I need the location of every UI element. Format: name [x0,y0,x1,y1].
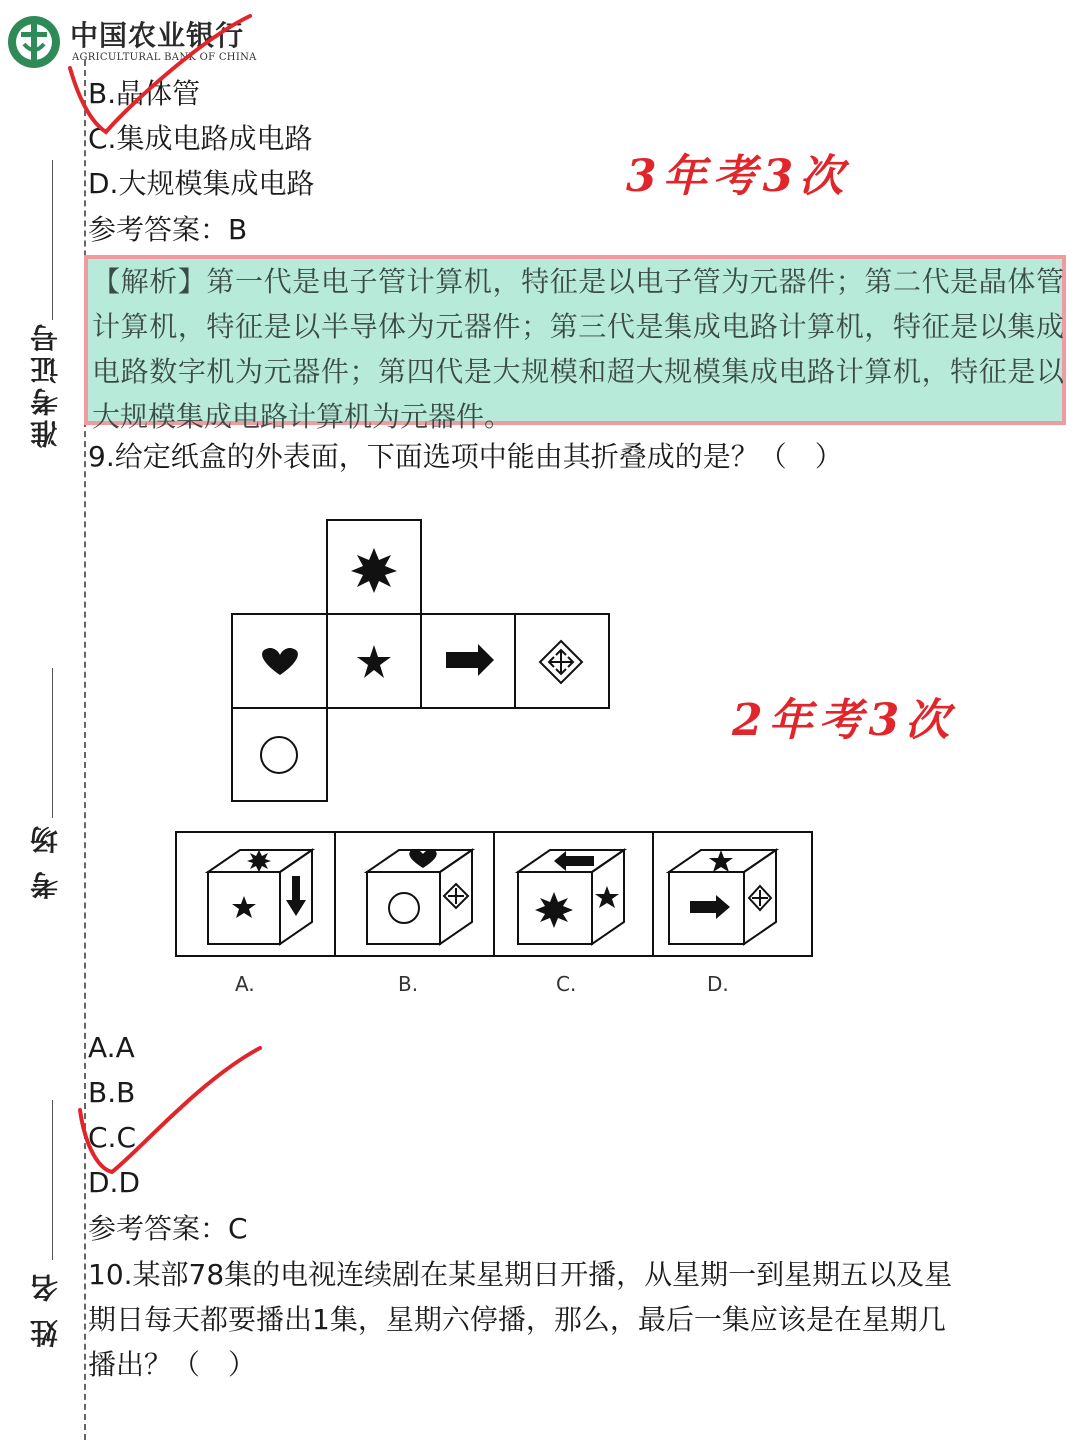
logo-chinese-name: 中国农业银行 [70,19,245,52]
margin-rule-id [52,160,53,320]
q8-option-b: B.晶体管 [88,77,201,110]
margin-rule-site [52,668,53,818]
q9-question: 9.给定纸盒的外表面，下面选项中能由其折叠成的是？（ ） [88,440,843,473]
q9-answer: 参考答案：C [88,1212,248,1245]
bank-logo [4,8,284,68]
circle-icon [261,737,297,773]
q9-option-b: B.B [88,1076,136,1109]
handwritten-note-1: 3年考3次 [626,151,850,202]
q8-option-d: D.大规模集成电路 [88,167,315,200]
q8-analysis-highlight [84,255,1066,433]
net-face-diamond [515,614,609,708]
net-face-arrow [421,614,515,708]
caption-c: C. [556,972,577,996]
q8-answer: 参考答案：B [88,213,248,246]
caption-a: A. [235,972,255,996]
net-face-heart [232,614,327,708]
margin-label-exam-id: 准考证号 [29,320,62,448]
margin-label-exam-site: 考 场 [29,822,62,900]
caption-d: D. [707,972,729,996]
net-face-circle [232,708,327,801]
option-a-cube [208,850,312,944]
caption-b: B. [398,972,419,996]
net-face-star [327,614,421,708]
q9-option-a: A.A [88,1031,135,1064]
margin-label-name: 姓 名 [29,1270,62,1348]
four-arrows-icon [540,641,582,683]
burst-icon [351,548,397,593]
options-frame [176,832,812,956]
net-face-top [327,520,421,614]
q10-line-3: 播出？（ ） [88,1348,257,1381]
margin-rule-name [52,1100,53,1260]
logo-english-name: AGRICULTURAL BANK OF CHINA [72,52,257,63]
abc-emblem-icon [4,12,64,72]
q10-line-2: 期日每天都要播出1集，星期六停播，那么，最后一集应该是在星期几 [88,1303,946,1336]
option-c-cube [518,850,624,944]
q10-line-1: 10.某部78集的电视连续剧在某星期日开播，从星期一到星期五以及星 [88,1258,953,1291]
q9-option-d: D.D [88,1166,141,1199]
heart-icon [262,648,298,675]
star-icon [357,645,391,678]
option-b-cube [367,850,472,944]
q8-analysis-text: 【解析】第一代是电子管计算机，特征是以电子管为元器件；第二代是晶体管计算机，特征是以半导体为元器件；第三代是集成电路计算机，特征是以集成电路数字机为元器件；第四代是大规模和超大规模集成电路计算机，特征是以大规模集成电路计算机为元器件。 [92,265,1064,433]
option-d-cube [669,850,776,944]
handwritten-note-2: 2年考3次 [732,695,956,746]
q9-option-c: C.C [88,1121,137,1154]
arrow-right-icon [446,644,494,676]
q8-option-c: C.集成电路成电路 [88,122,313,155]
